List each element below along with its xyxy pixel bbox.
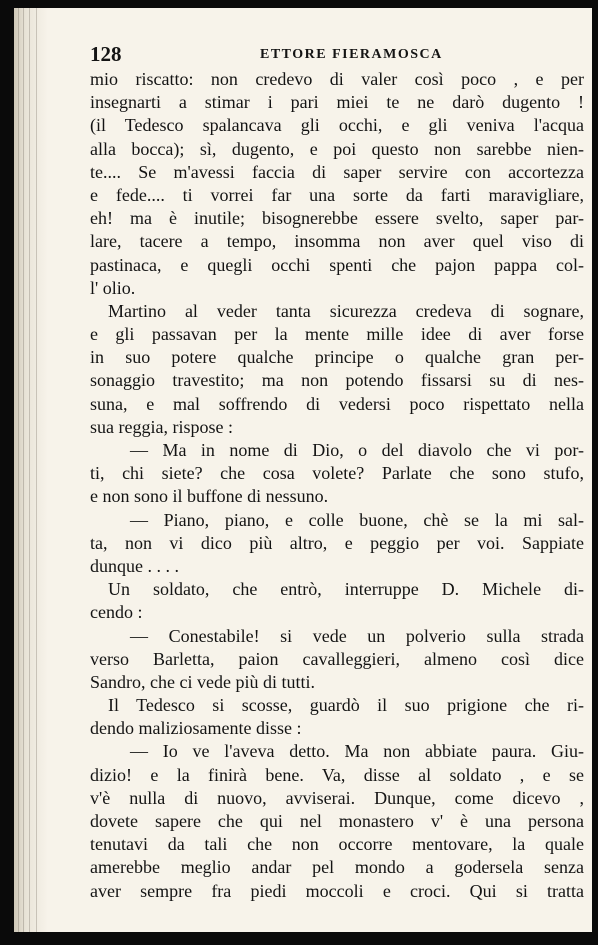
text-line: mio riscatto: non credevo di valer così poco , e per (90, 69, 584, 89)
text-line: tenutavi da tali che non occorre mentovare, la quale (90, 834, 584, 855)
text-line: ti, chi siete? che cosa volete? Parlate che sono stufo, (90, 463, 584, 484)
page-header (90, 42, 552, 66)
text-line: l' olio. (90, 277, 136, 298)
page-number: 128 (90, 42, 122, 66)
running-title: ETTORE FIERAMOSCA (260, 47, 443, 62)
text-line: Martino al veder tanta sicurezza credeva di sognare, (108, 300, 584, 321)
text-line: Il Tedesco si scosse, guardò il suo prigione che ri- (108, 695, 584, 716)
text-line: cendo : (90, 602, 143, 623)
text-line: e fede.... ti vorrei far una sorte da farti maravigliare, (90, 184, 584, 205)
text-line: — Conestabile! si vede un polverio sulla strada (130, 625, 584, 646)
text-line: amerebbe meglio andar pel mondo a godersela senza (90, 857, 584, 878)
body-text (90, 68, 584, 903)
text-line: (il Tedesco spalancava gli occhi, e gli veniva l'acqua (90, 115, 584, 136)
page-gutter (14, 8, 48, 932)
text-line: alla bocca); sì, dugento, e poi questo non sarebbe nien- (90, 138, 584, 159)
text-line: e gli passavan per la mente mille idee di aver forse (90, 324, 584, 345)
text-line: — Piano, piano, e colle buone, chè se la mi sal- (130, 509, 584, 530)
text-line: — Ma in nome di Dio, o del diavolo che vi por- (130, 440, 584, 460)
text-line: suna, e mal soffrendo di vedersi poco rispettato nella (90, 393, 584, 414)
text-line: eh! ma è inutile; bisognerebbe essere svelto, saper par- (90, 208, 584, 229)
book-page (14, 8, 592, 932)
text-line: in suo potere qualche principe o qualche gran per- (90, 347, 584, 368)
text-line: Un soldato, che entrò, interruppe D. Michele di- (108, 579, 584, 600)
text-line: ta, non vi dico più altro, e peggio per voi. Sappiate (90, 532, 584, 553)
text-line: aver sempre fra piedi moccoli e croci. Qui si tratta (90, 880, 584, 901)
text-line: dizio! e la finirà bene. Va, disse al soldato , e se (90, 764, 584, 785)
text-line: verso Barletta, paion cavalleggieri, almeno così dice (90, 648, 584, 669)
text-line: dovete sapere che qui nel monastero v' è una persona (90, 811, 584, 831)
text-line: dendo maliziosamente disse : (90, 718, 302, 739)
text-line: te.... Se m'avessi faccia di saper servire con accortezza (90, 161, 584, 182)
text-line: insegnarti a stimar i pari miei te ne darò dugento ! (90, 92, 584, 113)
text-line: Sandro, che ci vede più di tutti. (90, 671, 315, 692)
text-line: sonaggio travestito; ma non potendo fissarsi su di nes- (90, 370, 584, 391)
text-line: lare, tacere a tempo, insomma non aver quel viso di (90, 231, 584, 252)
text-line: dunque . . . . (90, 555, 179, 576)
text-line: e non sono il buffone di nessuno. (90, 486, 329, 507)
text-line: v'è nulla di nuovo, avviserai. Dunque, come dicevo , (90, 787, 584, 808)
text-line: — Io ve l'aveva detto. Ma non abbiate paura. Giu- (130, 741, 584, 762)
text-line: sua reggia, rispose : (90, 416, 233, 437)
text-line: pastinaca, e quegli occhi spenti che pajon pappa col- (90, 254, 584, 275)
